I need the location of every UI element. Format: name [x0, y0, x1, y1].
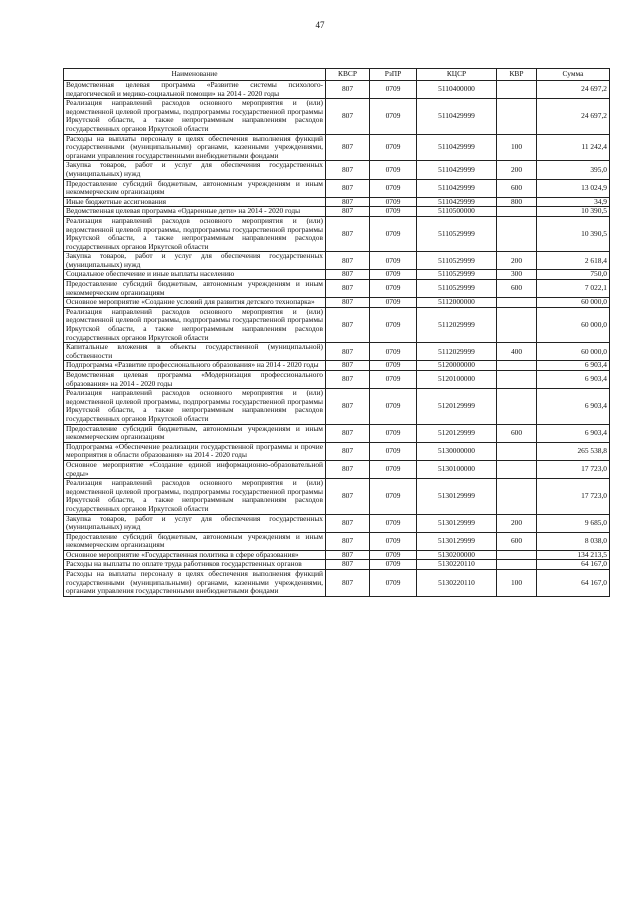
cell-kvr [497, 207, 537, 217]
cell-sum: 265 538,8 [537, 442, 610, 460]
cell-kvsr: 807 [326, 560, 370, 570]
cell-rzpr: 0709 [370, 479, 417, 514]
header-kvr: КВР [497, 69, 537, 81]
cell-rzpr: 0709 [370, 389, 417, 424]
cell-name: Закупка товаров, работ и услуг для обеспечения государственных (муниципальных) нужд [64, 252, 326, 270]
cell-kcsr: 5110429999 [417, 179, 497, 197]
table-row [64, 442, 610, 460]
cell-kvsr: 807 [326, 280, 370, 298]
table-row [64, 307, 610, 342]
cell-name: Ведомственная целевая программа «Развитие системы психолого-педагогической и медико-социальной помощи» на 2014 - 2020 годы [64, 81, 326, 99]
table-row [64, 371, 610, 389]
cell-rzpr: 0709 [370, 361, 417, 371]
cell-kvr: 300 [497, 270, 537, 280]
cell-rzpr: 0709 [370, 207, 417, 217]
cell-kcsr: 5130200000 [417, 550, 497, 560]
cell-name: Основное мероприятие «Государственная политика в сфере образования» [64, 550, 326, 560]
cell-kcsr: 5110529999 [417, 270, 497, 280]
cell-kcsr: 5112000000 [417, 298, 497, 308]
table-row [64, 99, 610, 134]
header-sum: Сумма [537, 69, 610, 81]
cell-kcsr: 5130129999 [417, 532, 497, 550]
cell-kvsr: 807 [326, 479, 370, 514]
cell-name: Предоставление субсидий бюджетным, автономным учреждениям и иным некоммерческим организациям [64, 532, 326, 550]
cell-name: Реализация направлений расходов основного мероприятия и (или) ведомственной целевой программы, подпрограммы государственной программы Иркутской области, а также непрограммным направлениям расходов государственных органов Иркутской области [64, 389, 326, 424]
cell-kcsr: 5120100000 [417, 371, 497, 389]
cell-kvr: 600 [497, 280, 537, 298]
cell-sum: 6 903,4 [537, 389, 610, 424]
cell-kcsr: 5130129999 [417, 479, 497, 514]
cell-kcsr: 5110429999 [417, 99, 497, 134]
cell-name: Реализация направлений расходов основного мероприятия и (или) ведомственной целевой программы, подпрограммы государственной программы Иркутской области, а также непрограммным направлениям расходов государственных органов Иркутской области [64, 99, 326, 134]
cell-sum: 60 000,0 [537, 307, 610, 342]
cell-kvr: 100 [497, 570, 537, 597]
cell-kvsr: 807 [326, 216, 370, 251]
cell-name: Предоставление субсидий бюджетным, автономным учреждениям и иным некоммерческим организациям [64, 280, 326, 298]
cell-rzpr: 0709 [370, 424, 417, 442]
cell-kvsr: 807 [326, 371, 370, 389]
table-row [64, 134, 610, 161]
table-row [64, 161, 610, 179]
cell-name: Расходы на выплаты персоналу в целях обеспечения выполнения функций государственными (муниципальными) органами, казенными учреждениями, органами управления государственными внебюджетными фондами [64, 134, 326, 161]
cell-name: Предоставление субсидий бюджетным, автономным учреждениям и иным некоммерческим организациям [64, 179, 326, 197]
table-row [64, 460, 610, 478]
header-kvsr: КВСР [326, 69, 370, 81]
cell-kvr [497, 361, 537, 371]
cell-rzpr: 0709 [370, 560, 417, 570]
cell-rzpr: 0709 [370, 460, 417, 478]
cell-rzpr: 0709 [370, 298, 417, 308]
cell-sum: 13 024,9 [537, 179, 610, 197]
cell-sum: 134 213,5 [537, 550, 610, 560]
table-row [64, 514, 610, 532]
cell-rzpr: 0709 [370, 442, 417, 460]
cell-rzpr: 0709 [370, 307, 417, 342]
cell-kcsr: 5120000000 [417, 361, 497, 371]
cell-sum: 60 000,0 [537, 343, 610, 361]
table-row [64, 207, 610, 217]
cell-kvr [497, 298, 537, 308]
cell-sum: 2 618,4 [537, 252, 610, 270]
cell-kvsr: 807 [326, 179, 370, 197]
cell-name: Реализация направлений расходов основного мероприятия и (или) ведомственной целевой программы, подпрограммы государственной программы Иркутской области, а также непрограммным направлениям расходов государственных органов Иркутской области [64, 479, 326, 514]
cell-sum: 24 697,2 [537, 81, 610, 99]
cell-kcsr: 5112029999 [417, 307, 497, 342]
cell-kvr: 600 [497, 424, 537, 442]
cell-rzpr: 0709 [370, 550, 417, 560]
cell-kcsr: 5130129999 [417, 514, 497, 532]
cell-kcsr: 5110429999 [417, 197, 497, 207]
cell-rzpr: 0709 [370, 99, 417, 134]
cell-rzpr: 0709 [370, 252, 417, 270]
cell-kcsr: 5110500000 [417, 207, 497, 217]
cell-name: Закупка товаров, работ и услуг для обеспечения государственных (муниципальных) нужд [64, 161, 326, 179]
cell-name: Закупка товаров, работ и услуг для обеспечения государственных (муниципальных) нужд [64, 514, 326, 532]
cell-kvsr: 807 [326, 81, 370, 99]
cell-sum: 6 903,4 [537, 424, 610, 442]
cell-kvsr: 807 [326, 460, 370, 478]
header-name: Наименование [64, 69, 326, 81]
cell-name: Реализация направлений расходов основного мероприятия и (или) ведомственной целевой программы, подпрограммы государственной программы Иркутской области, а также непрограммным направлениям расходов государственных органов Иркутской области [64, 307, 326, 342]
cell-name: Ведомственная целевая программа «Модернизация профессионального образования» на 2014 - 2020 годы [64, 371, 326, 389]
cell-rzpr: 0709 [370, 216, 417, 251]
cell-rzpr: 0709 [370, 570, 417, 597]
cell-kvsr: 807 [326, 424, 370, 442]
table-header-row [64, 69, 610, 81]
cell-kcsr: 5110529999 [417, 252, 497, 270]
cell-name: Основное мероприятие «Создание единой информационно-образовательной среды» [64, 460, 326, 478]
cell-sum: 24 697,2 [537, 99, 610, 134]
table-row [64, 252, 610, 270]
cell-name: Реализация направлений расходов основного мероприятия и (или) ведомственной целевой программы, подпрограммы государственной программы Иркутской области, а также непрограммным направлениям расходов государственных органов Иркутской области [64, 216, 326, 251]
table-row [64, 479, 610, 514]
table-body [64, 81, 610, 597]
cell-name: Социальное обеспечение и иные выплаты населению [64, 270, 326, 280]
cell-kvsr: 807 [326, 343, 370, 361]
cell-kvsr: 807 [326, 361, 370, 371]
table-row [64, 179, 610, 197]
page-number: 47 [315, 20, 325, 30]
cell-kvr [497, 442, 537, 460]
header-rzpr: РзПР [370, 69, 417, 81]
cell-sum: 60 000,0 [537, 298, 610, 308]
cell-rzpr: 0709 [370, 161, 417, 179]
cell-kvsr: 807 [326, 307, 370, 342]
cell-kvsr: 807 [326, 134, 370, 161]
cell-kcsr: 5120129999 [417, 389, 497, 424]
cell-rzpr: 0709 [370, 270, 417, 280]
cell-kvsr: 807 [326, 442, 370, 460]
cell-kcsr: 5130220110 [417, 570, 497, 597]
cell-sum: 8 038,0 [537, 532, 610, 550]
cell-kvr: 200 [497, 161, 537, 179]
cell-name: Расходы на выплаты персоналу в целях обеспечения выполнения функций государственными (муниципальными) органами, казенными учреждениями, органами управления государственными внебюджетными фондами [64, 570, 326, 597]
cell-rzpr: 0709 [370, 371, 417, 389]
cell-kvr: 600 [497, 532, 537, 550]
cell-kvr: 100 [497, 134, 537, 161]
cell-kvr: 600 [497, 179, 537, 197]
cell-kvsr: 807 [326, 550, 370, 560]
cell-kvr [497, 560, 537, 570]
cell-rzpr: 0709 [370, 81, 417, 99]
cell-kcsr: 5130220110 [417, 560, 497, 570]
table-row [64, 298, 610, 308]
cell-kvr [497, 389, 537, 424]
budget-table [63, 68, 610, 597]
cell-kvr [497, 99, 537, 134]
cell-name: Подпрограмма «Развитие профессионального образования» на 2014 - 2020 годы [64, 361, 326, 371]
cell-kvr: 800 [497, 197, 537, 207]
cell-kvsr: 807 [326, 514, 370, 532]
cell-rzpr: 0709 [370, 532, 417, 550]
cell-kcsr: 5120129999 [417, 424, 497, 442]
table-row [64, 343, 610, 361]
cell-kvr [497, 479, 537, 514]
table-row [64, 532, 610, 550]
cell-kvr [497, 550, 537, 560]
cell-sum: 17 723,0 [537, 479, 610, 514]
cell-kvr [497, 460, 537, 478]
cell-kcsr: 5130000000 [417, 442, 497, 460]
table-row [64, 424, 610, 442]
cell-sum: 9 685,0 [537, 514, 610, 532]
cell-sum: 10 390,5 [537, 207, 610, 217]
cell-kcsr: 5110429999 [417, 134, 497, 161]
cell-kvsr: 807 [326, 252, 370, 270]
cell-rzpr: 0709 [370, 514, 417, 532]
cell-rzpr: 0709 [370, 197, 417, 207]
cell-sum: 64 167,0 [537, 570, 610, 597]
cell-kvsr: 807 [326, 532, 370, 550]
cell-kcsr: 5112029999 [417, 343, 497, 361]
cell-kvsr: 807 [326, 298, 370, 308]
cell-sum: 395,0 [537, 161, 610, 179]
cell-sum: 17 723,0 [537, 460, 610, 478]
cell-kvr: 200 [497, 514, 537, 532]
cell-rzpr: 0709 [370, 134, 417, 161]
table-row [64, 389, 610, 424]
cell-kvr [497, 371, 537, 389]
table-row [64, 280, 610, 298]
cell-name: Предоставление субсидий бюджетным, автономным учреждениям и иным некоммерческим организациям [64, 424, 326, 442]
cell-kcsr: 5110529999 [417, 280, 497, 298]
cell-kcsr: 5110529999 [417, 216, 497, 251]
cell-name: Подпрограмма «Обеспечение реализации государственной программы и прочие мероприятия в области образования» на 2014 - 2020 годы [64, 442, 326, 460]
table-row [64, 570, 610, 597]
cell-kcsr: 5130100000 [417, 460, 497, 478]
cell-sum: 64 167,0 [537, 560, 610, 570]
cell-name: Иные бюджетные ассигнования [64, 197, 326, 207]
cell-rzpr: 0709 [370, 280, 417, 298]
cell-kvsr: 807 [326, 389, 370, 424]
cell-kvsr: 807 [326, 99, 370, 134]
header-kcsr: КЦСР [417, 69, 497, 81]
cell-sum: 7 022,1 [537, 280, 610, 298]
cell-sum: 6 903,4 [537, 361, 610, 371]
cell-sum: 11 242,4 [537, 134, 610, 161]
cell-kvsr: 807 [326, 207, 370, 217]
cell-rzpr: 0709 [370, 179, 417, 197]
cell-kvr [497, 216, 537, 251]
cell-name: Расходы на выплаты по оплате труда работников государственных органов [64, 560, 326, 570]
cell-sum: 34,9 [537, 197, 610, 207]
cell-kvr: 200 [497, 252, 537, 270]
cell-rzpr: 0709 [370, 343, 417, 361]
cell-kvsr: 807 [326, 570, 370, 597]
cell-kvr [497, 81, 537, 99]
cell-kvsr: 807 [326, 270, 370, 280]
cell-kcsr: 5110429999 [417, 161, 497, 179]
cell-name: Ведомственная целевая программа «Одаренные дети» на 2014 - 2020 годы [64, 207, 326, 217]
cell-sum: 6 903,4 [537, 371, 610, 389]
cell-kvr [497, 307, 537, 342]
cell-name: Капитальные вложения в объекты государственной (муниципальной) собственности [64, 343, 326, 361]
cell-kvr: 400 [497, 343, 537, 361]
cell-sum: 10 390,5 [537, 216, 610, 251]
cell-name: Основное мероприятие «Создание условий для развития детского технопарка» [64, 298, 326, 308]
cell-kvsr: 807 [326, 161, 370, 179]
cell-kvsr: 807 [326, 197, 370, 207]
table-row [64, 81, 610, 99]
table-row [64, 216, 610, 251]
cell-sum: 750,0 [537, 270, 610, 280]
cell-kcsr: 5110400000 [417, 81, 497, 99]
